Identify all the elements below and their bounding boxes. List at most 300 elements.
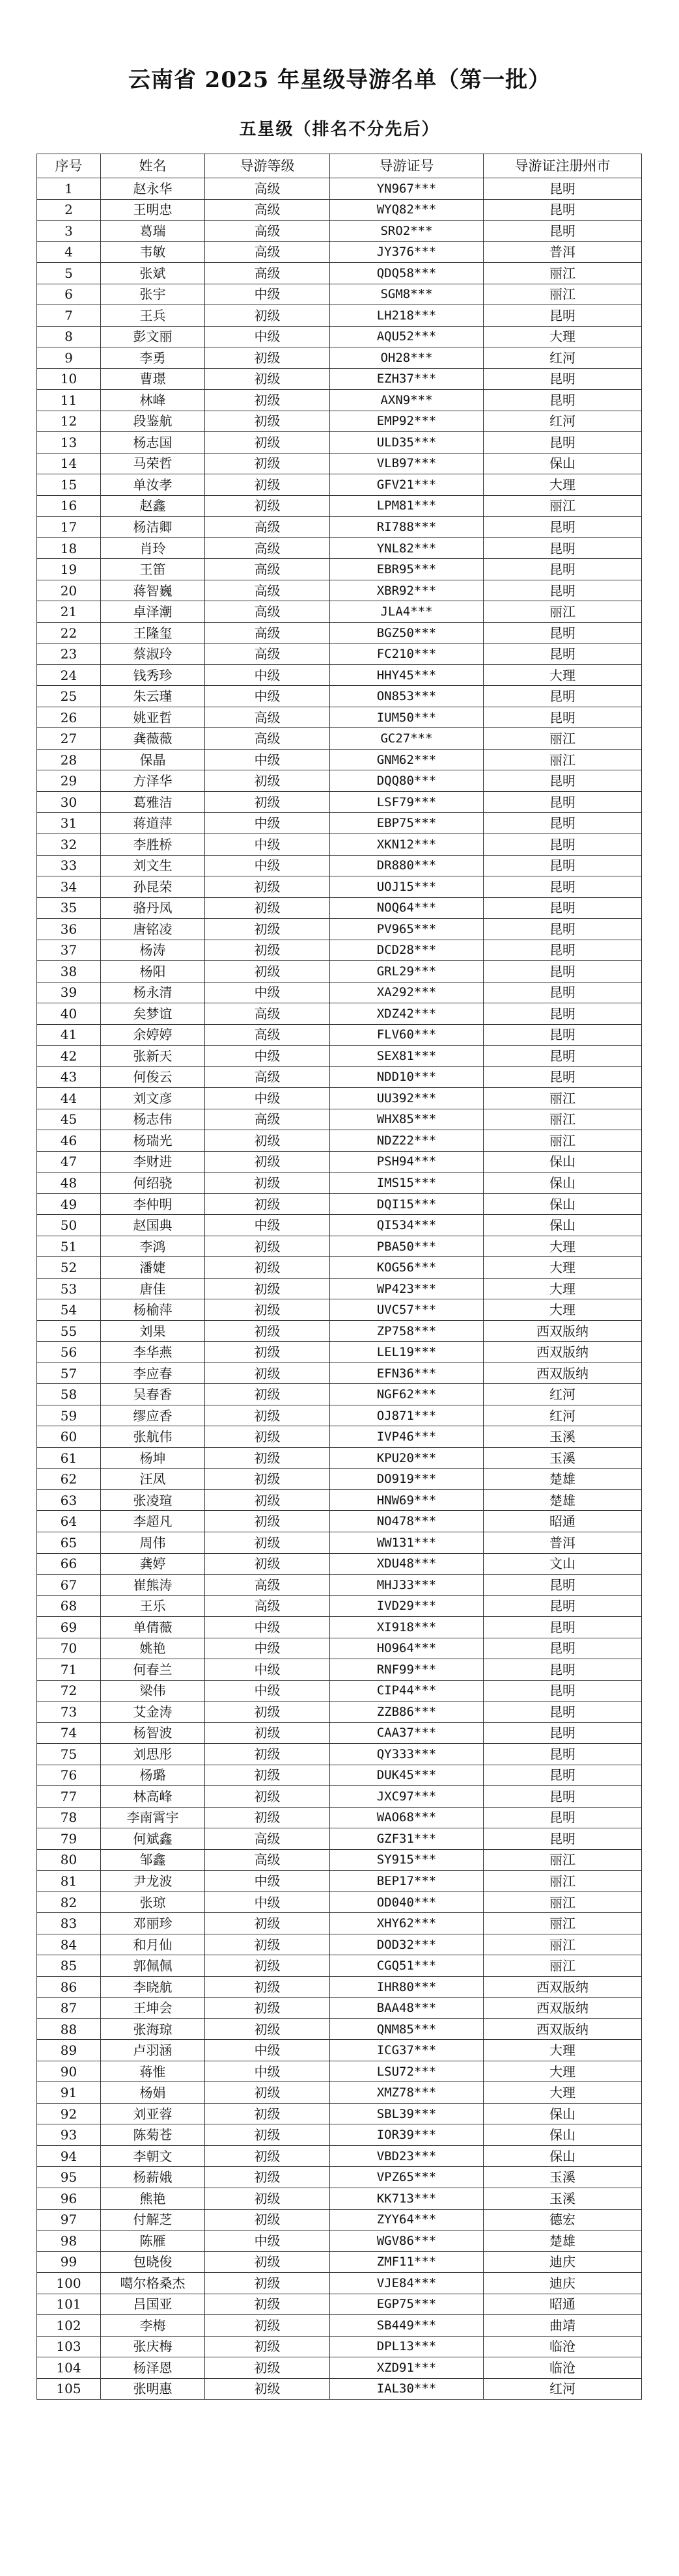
cell-cert: QDQ58*** [330, 263, 484, 284]
cell-name: 单倩薇 [101, 1617, 205, 1638]
cell-cert: ZZB86*** [330, 1702, 484, 1723]
table-row [37, 1976, 642, 1998]
cell-level: 中级 [205, 1638, 330, 1659]
table-row [37, 2188, 642, 2209]
table-row [37, 834, 642, 855]
cell-level: 初级 [205, 1342, 330, 1363]
cell-region: 昆明 [484, 813, 642, 834]
cell-cert: NO478*** [330, 1511, 484, 1532]
cell-level: 中级 [205, 1215, 330, 1236]
cell-index: 66 [37, 1553, 101, 1575]
table-row [37, 1363, 642, 1384]
cell-level: 初级 [205, 1193, 330, 1215]
cell-cert: WW131*** [330, 1532, 484, 1554]
cell-region: 玉溪 [484, 1447, 642, 1469]
cell-index: 93 [37, 2124, 101, 2146]
cell-cert: XMZ78*** [330, 2082, 484, 2104]
table-row [37, 1215, 642, 1236]
cell-cert: SBL39*** [330, 2103, 484, 2124]
cell-name: 张斌 [101, 263, 205, 284]
cell-index: 2 [37, 199, 101, 221]
cell-region: 昆明 [484, 834, 642, 855]
cell-name: 吕国亚 [101, 2294, 205, 2315]
cell-region: 昭通 [484, 2294, 642, 2315]
cell-name: 蒋道萍 [101, 813, 205, 834]
table-row [37, 791, 642, 813]
cell-region: 楚雄 [484, 2230, 642, 2252]
cell-level: 中级 [205, 813, 330, 834]
table-row [37, 495, 642, 517]
cell-level: 初级 [205, 1405, 330, 1426]
cell-cert: SY915*** [330, 1849, 484, 1871]
cell-name: 杨榆萍 [101, 1299, 205, 1321]
cell-cert: HHY45*** [330, 664, 484, 686]
cell-level: 初级 [205, 1236, 330, 1257]
cell-cert: WHX85*** [330, 1109, 484, 1130]
cell-name: 赵国典 [101, 1215, 205, 1236]
cell-index: 49 [37, 1193, 101, 1215]
table-row [37, 601, 642, 623]
cell-region: 大理 [484, 1278, 642, 1299]
cell-cert: VBD23*** [330, 2145, 484, 2167]
table-row [37, 2145, 642, 2167]
cell-region: 大理 [484, 2082, 642, 2104]
cell-index: 62 [37, 1469, 101, 1490]
cell-level: 高级 [205, 517, 330, 538]
cell-name: 王兵 [101, 305, 205, 327]
cell-cert: HO964*** [330, 1638, 484, 1659]
cell-cert: NDZ22*** [330, 1130, 484, 1152]
cell-name: 赵鑫 [101, 495, 205, 517]
cell-name: 钱秀珍 [101, 664, 205, 686]
cell-region: 丽江 [484, 1891, 642, 1913]
cell-level: 高级 [205, 601, 330, 623]
cell-cert: HNW69*** [330, 1489, 484, 1511]
cell-region: 昆明 [484, 1617, 642, 1638]
table-row [37, 664, 642, 686]
cell-cert: ON853*** [330, 686, 484, 707]
cell-cert: IOR39*** [330, 2124, 484, 2146]
cell-level: 初级 [205, 1934, 330, 1955]
cell-index: 45 [37, 1109, 101, 1130]
cell-region: 临沧 [484, 2357, 642, 2379]
table-row [37, 1786, 642, 1808]
cell-level: 中级 [205, 855, 330, 876]
cell-cert: DR880*** [330, 855, 484, 876]
cell-index: 104 [37, 2357, 101, 2379]
cell-name: 李晓航 [101, 1976, 205, 1998]
cell-index: 67 [37, 1575, 101, 1596]
cell-cert: XDZ42*** [330, 1003, 484, 1025]
cell-level: 高级 [205, 1595, 330, 1617]
cell-index: 32 [37, 834, 101, 855]
table-row [37, 1828, 642, 1850]
cell-cert: JXC97*** [330, 1786, 484, 1808]
cell-region: 红河 [484, 1384, 642, 1405]
cell-cert: PV965*** [330, 919, 484, 940]
cell-region: 昆明 [484, 707, 642, 728]
table-row [37, 1553, 642, 1575]
cell-cert: RI788*** [330, 517, 484, 538]
cell-cert: SGM8*** [330, 284, 484, 305]
cell-level: 初级 [205, 1447, 330, 1469]
cell-name: 姚亚哲 [101, 707, 205, 728]
cell-region: 保山 [484, 1151, 642, 1173]
cell-level: 初级 [205, 1363, 330, 1384]
table-row [37, 982, 642, 1003]
cell-cert: WGV86*** [330, 2230, 484, 2252]
cell-name: 邓丽珍 [101, 1913, 205, 1934]
cell-level: 初级 [205, 1807, 330, 1828]
cell-cert: ULD35*** [330, 432, 484, 454]
cell-cert: ICG37*** [330, 2040, 484, 2061]
cell-index: 70 [37, 1638, 101, 1659]
cell-region: 昆明 [484, 305, 642, 327]
table-row [37, 263, 642, 284]
cell-cert: WP423*** [330, 1278, 484, 1299]
table-row [37, 940, 642, 961]
cell-region: 昆明 [484, 559, 642, 580]
cell-index: 3 [37, 221, 101, 242]
cell-index: 39 [37, 982, 101, 1003]
cell-level: 初级 [205, 791, 330, 813]
cell-index: 52 [37, 1257, 101, 1279]
cell-name: 张新天 [101, 1046, 205, 1067]
table-row [37, 2357, 642, 2379]
cell-name: 王坤会 [101, 1998, 205, 2019]
cell-index: 97 [37, 2209, 101, 2230]
cell-cert: DPL13*** [330, 2336, 484, 2357]
table-row [37, 855, 642, 876]
table-row [37, 199, 642, 221]
table-row [37, 1702, 642, 1723]
table-row [37, 1066, 642, 1088]
cell-level: 初级 [205, 1489, 330, 1511]
cell-level: 初级 [205, 940, 330, 961]
cell-index: 78 [37, 1807, 101, 1828]
cell-region: 保山 [484, 2103, 642, 2124]
cell-name: 杨坤 [101, 1447, 205, 1469]
cell-name: 缪应香 [101, 1405, 205, 1426]
cell-name: 葛瑞 [101, 221, 205, 242]
cell-cert: DQI15*** [330, 1193, 484, 1215]
cell-cert: IHR80*** [330, 1976, 484, 1998]
cell-name: 噶尔格桑杰 [101, 2273, 205, 2294]
cell-level: 初级 [205, 2018, 330, 2040]
cell-level: 初级 [205, 2251, 330, 2273]
cell-level: 初级 [205, 2315, 330, 2337]
cell-name: 韦敏 [101, 241, 205, 263]
cell-region: 保山 [484, 2124, 642, 2146]
cell-level: 初级 [205, 2336, 330, 2357]
cell-cert: QI534*** [330, 1215, 484, 1236]
table-row [37, 813, 642, 834]
table-row [37, 1426, 642, 1448]
cell-level: 高级 [205, 1109, 330, 1130]
cell-region: 西双版纳 [484, 1976, 642, 1998]
cell-level: 高级 [205, 1003, 330, 1025]
table-row [37, 2103, 642, 2124]
cell-name: 艾金涛 [101, 1702, 205, 1723]
cell-level: 高级 [205, 537, 330, 559]
cell-cert: VPZ65*** [330, 2167, 484, 2188]
cell-region: 保山 [484, 1173, 642, 1194]
cell-index: 68 [37, 1595, 101, 1617]
page-subtitle: 五星级（排名不分先后） [239, 120, 440, 139]
cell-region: 红河 [484, 2378, 642, 2400]
cell-name: 张宇 [101, 284, 205, 305]
cell-region: 昆明 [484, 876, 642, 898]
cell-index: 28 [37, 749, 101, 770]
cell-region: 昭通 [484, 1511, 642, 1532]
cell-cert: NOQ64*** [330, 897, 484, 919]
cell-region: 大理 [484, 474, 642, 496]
cell-index: 95 [37, 2167, 101, 2188]
cell-index: 86 [37, 1976, 101, 1998]
cell-index: 90 [37, 2061, 101, 2082]
cell-region: 丽江 [484, 728, 642, 750]
cell-index: 51 [37, 1236, 101, 1257]
cell-index: 88 [37, 2018, 101, 2040]
cell-cert: XI918*** [330, 1617, 484, 1638]
table-row [37, 221, 642, 242]
table-row [37, 707, 642, 728]
cell-cert: LPM81*** [330, 495, 484, 517]
table-row [37, 347, 642, 369]
cell-cert: EGP75*** [330, 2294, 484, 2315]
table-row [37, 919, 642, 940]
table-row [37, 2061, 642, 2082]
cell-cert: ZMF11*** [330, 2251, 484, 2273]
cell-level: 初级 [205, 390, 330, 411]
cell-cert: DO919*** [330, 1469, 484, 1490]
cell-index: 89 [37, 2040, 101, 2061]
cell-cert: EFN36*** [330, 1363, 484, 1384]
cell-name: 杨瑞光 [101, 1130, 205, 1152]
cell-region: 昆明 [484, 1828, 642, 1850]
table-row [37, 474, 642, 496]
cell-region: 昆明 [484, 1575, 642, 1596]
cell-name: 陈雁 [101, 2230, 205, 2252]
cell-cert: DCD28*** [330, 940, 484, 961]
cell-cert: GZF31*** [330, 1828, 484, 1850]
cell-name: 尹龙波 [101, 1871, 205, 1892]
cell-name: 曹璟 [101, 368, 205, 390]
cell-index: 80 [37, 1849, 101, 1871]
cell-index: 1 [37, 178, 101, 200]
cell-level: 初级 [205, 1955, 330, 1977]
cell-region: 大理 [484, 326, 642, 347]
table-row [37, 453, 642, 474]
cell-name: 李仲明 [101, 1193, 205, 1215]
cell-name: 周伟 [101, 1532, 205, 1554]
cell-index: 63 [37, 1489, 101, 1511]
cell-region: 大理 [484, 2061, 642, 2082]
cell-index: 64 [37, 1511, 101, 1532]
cell-level: 初级 [205, 432, 330, 454]
cell-cert: JY376*** [330, 241, 484, 263]
cell-index: 42 [37, 1046, 101, 1067]
cell-cert: RNF99*** [330, 1659, 484, 1681]
table-row [37, 1617, 642, 1638]
cell-name: 骆丹凤 [101, 897, 205, 919]
table-row [37, 2230, 642, 2252]
cell-index: 75 [37, 1744, 101, 1765]
cell-level: 初级 [205, 2294, 330, 2315]
cell-cert: OJ871*** [330, 1405, 484, 1426]
cell-index: 33 [37, 855, 101, 876]
cell-region: 昆明 [484, 580, 642, 601]
cell-region: 昆明 [484, 1702, 642, 1723]
cell-level: 初级 [205, 1511, 330, 1532]
cell-index: 47 [37, 1151, 101, 1173]
cell-level: 中级 [205, 1617, 330, 1638]
cell-index: 19 [37, 559, 101, 580]
cell-level: 高级 [205, 559, 330, 580]
cell-cert: LSF79*** [330, 791, 484, 813]
cell-region: 昆明 [484, 940, 642, 961]
cell-region: 昆明 [484, 1066, 642, 1088]
cell-level: 高级 [205, 644, 330, 665]
cell-index: 10 [37, 368, 101, 390]
cell-level: 高级 [205, 707, 330, 728]
cell-region: 曲靖 [484, 2315, 642, 2337]
cell-level: 初级 [205, 1998, 330, 2019]
table-row [37, 1088, 642, 1109]
cell-index: 30 [37, 791, 101, 813]
cell-level: 中级 [205, 2061, 330, 2082]
table-row [37, 1680, 642, 1702]
cell-region: 昆明 [484, 770, 642, 792]
header-region: 导游证注册州市 [484, 154, 642, 178]
cell-cert: IUM50*** [330, 707, 484, 728]
cell-index: 21 [37, 601, 101, 623]
cell-cert: DUK45*** [330, 1765, 484, 1786]
cell-name: 李南霄宇 [101, 1807, 205, 1828]
table-row [37, 1744, 642, 1765]
table-row [37, 2209, 642, 2230]
cell-cert: LH218*** [330, 305, 484, 327]
cell-region: 大理 [484, 2040, 642, 2061]
cell-cert: GNM62*** [330, 749, 484, 770]
cell-name: 张琼 [101, 1891, 205, 1913]
cell-name: 蔡淑玲 [101, 644, 205, 665]
cell-index: 48 [37, 1173, 101, 1194]
cell-name: 保晶 [101, 749, 205, 770]
cell-name: 李鸿 [101, 1236, 205, 1257]
table-row [37, 368, 642, 390]
cell-index: 61 [37, 1447, 101, 1469]
cell-name: 彭文丽 [101, 326, 205, 347]
cell-index: 13 [37, 432, 101, 454]
table-row [37, 686, 642, 707]
cell-cert: WAO68*** [330, 1807, 484, 1828]
cell-cert: XHY62*** [330, 1913, 484, 1934]
cell-index: 91 [37, 2082, 101, 2104]
table-row [37, 1511, 642, 1532]
table-row [37, 2378, 642, 2400]
cell-index: 58 [37, 1384, 101, 1405]
table-row [37, 1405, 642, 1426]
cell-cert: UOJ15*** [330, 876, 484, 898]
table-row [37, 2040, 642, 2061]
cell-level: 初级 [205, 474, 330, 496]
cell-region: 丽江 [484, 1130, 642, 1152]
cell-cert: XDU48*** [330, 1553, 484, 1575]
cell-level: 中级 [205, 326, 330, 347]
cell-index: 83 [37, 1913, 101, 1934]
cell-name: 崔熊涛 [101, 1575, 205, 1596]
cell-index: 98 [37, 2230, 101, 2252]
table-row [37, 1130, 642, 1152]
cell-cert: GC27*** [330, 728, 484, 750]
cell-level: 初级 [205, 411, 330, 432]
cell-level: 初级 [205, 1765, 330, 1786]
cell-index: 92 [37, 2103, 101, 2124]
cell-name: 张航伟 [101, 1426, 205, 1448]
cell-region: 昆明 [484, 961, 642, 983]
cell-region: 昆明 [484, 368, 642, 390]
cell-level: 初级 [205, 897, 330, 919]
cell-cert: PSH94*** [330, 1151, 484, 1173]
cell-cert: OH28*** [330, 347, 484, 369]
cell-region: 红河 [484, 1405, 642, 1426]
cell-name: 张凌瑄 [101, 1489, 205, 1511]
cell-name: 和月仙 [101, 1934, 205, 1955]
cell-region: 丽江 [484, 749, 642, 770]
cell-level: 中级 [205, 982, 330, 1003]
cell-level: 初级 [205, 2145, 330, 2167]
cell-cert: KOG56*** [330, 1257, 484, 1279]
cell-name: 王明忠 [101, 199, 205, 221]
cell-level: 中级 [205, 1659, 330, 1681]
cell-cert: UVC57*** [330, 1299, 484, 1321]
cell-level: 高级 [205, 263, 330, 284]
cell-name: 杨薪娥 [101, 2167, 205, 2188]
cell-name: 杨璐 [101, 1765, 205, 1786]
cell-name: 杨洁卿 [101, 517, 205, 538]
cell-index: 23 [37, 644, 101, 665]
cell-region: 普洱 [484, 241, 642, 263]
cell-cert: XBR92*** [330, 580, 484, 601]
cell-index: 54 [37, 1299, 101, 1321]
cell-name: 余婷婷 [101, 1024, 205, 1046]
cell-name: 熊艳 [101, 2188, 205, 2209]
cell-level: 初级 [205, 347, 330, 369]
header-cert: 导游证号 [330, 154, 484, 178]
cell-level: 中级 [205, 1046, 330, 1067]
cell-cert: CAA37*** [330, 1722, 484, 1744]
cell-level: 高级 [205, 580, 330, 601]
cell-region: 昆明 [484, 1807, 642, 1828]
cell-index: 18 [37, 537, 101, 559]
cell-level: 高级 [205, 1849, 330, 1871]
cell-region: 大理 [484, 664, 642, 686]
cell-index: 36 [37, 919, 101, 940]
cell-level: 初级 [205, 2188, 330, 2209]
table-row [37, 2336, 642, 2357]
cell-name: 蒋智巍 [101, 580, 205, 601]
cell-name: 包晓俊 [101, 2251, 205, 2273]
cell-region: 丽江 [484, 1913, 642, 1934]
cell-index: 65 [37, 1532, 101, 1554]
cell-region: 丽江 [484, 1871, 642, 1892]
table-row [37, 1447, 642, 1469]
cell-index: 8 [37, 326, 101, 347]
table-row [37, 1236, 642, 1257]
cell-region: 文山 [484, 1553, 642, 1575]
cell-region: 西双版纳 [484, 1320, 642, 1342]
